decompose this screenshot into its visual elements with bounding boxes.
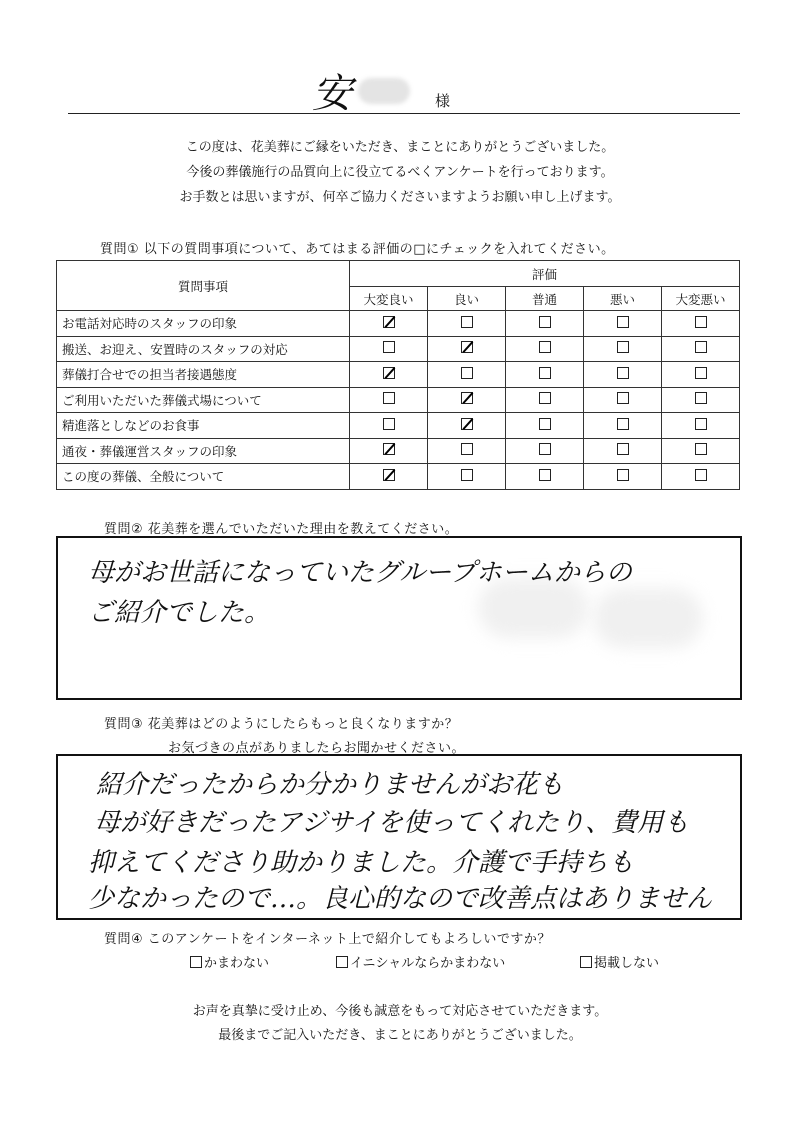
checkbox[interactable]	[695, 316, 707, 328]
table-row	[57, 413, 740, 439]
q3-answer-box[interactable]	[56, 754, 742, 920]
rating-cell	[662, 311, 740, 337]
rating-cell	[506, 413, 584, 439]
closing-line-1: お声を真摯に受け止め、今後も誠意をもって対応させていただきます。	[192, 1004, 608, 1019]
checked-checkbox[interactable]	[461, 418, 473, 430]
checkbox[interactable]	[695, 469, 707, 481]
checkbox[interactable]	[617, 418, 629, 430]
table-row	[57, 362, 740, 388]
q3-answer-line-4: 少なかったので…。良心的なので改善点はありません	[88, 884, 713, 914]
rating-cell	[506, 336, 584, 362]
rating-cell	[662, 464, 740, 490]
honorific: 様	[435, 92, 451, 110]
checkbox[interactable]	[539, 418, 551, 430]
q4-option-3[interactable]	[580, 952, 659, 971]
checkbox[interactable]	[539, 443, 551, 455]
q4-option-1[interactable]	[190, 952, 269, 971]
rating-cell	[428, 413, 506, 439]
rating-cell	[662, 438, 740, 464]
checkbox[interactable]	[461, 443, 473, 455]
rating-cell	[506, 464, 584, 490]
q4-prompt: 質問④ このアンケートをインターネット上で紹介してもよろしいですか？	[104, 932, 551, 947]
rating-cell	[506, 311, 584, 337]
checkbox[interactable]	[539, 392, 551, 404]
table-row	[57, 311, 740, 337]
checkbox-icon	[580, 956, 592, 968]
rating-cell	[428, 311, 506, 337]
checkbox-icon	[336, 956, 348, 968]
question-label: 葬儀打合せでの担当者接遇態度	[57, 362, 350, 388]
checkbox[interactable]	[617, 341, 629, 353]
question-label: ご利用いただいた葬儀式場について	[57, 387, 350, 413]
checkbox[interactable]	[539, 316, 551, 328]
q1-prompt: 質問① 以下の質問事項について、あてはまる評価の□にチェックを入れてください。	[100, 242, 615, 257]
checkbox[interactable]	[695, 392, 707, 404]
rating-cell	[584, 387, 662, 413]
question-label: 精進落としなどのお食事	[57, 413, 350, 439]
rating-cell	[662, 362, 740, 388]
rating-cell	[350, 438, 428, 464]
q2-answer-box[interactable]	[56, 536, 742, 700]
rating-cell	[428, 387, 506, 413]
rating-cell	[350, 464, 428, 490]
q3-answer-line-2: 母が好きだったアジサイを使ってくれたり、費用も	[94, 808, 690, 838]
checked-checkbox[interactable]	[383, 443, 395, 455]
checked-checkbox[interactable]	[383, 316, 395, 328]
q3-prompt: 質問③ 花美葬はどのようにしたらもっと良くなりますか？	[104, 717, 459, 732]
rating-cell	[428, 464, 506, 490]
checkbox[interactable]	[617, 443, 629, 455]
question-label: お電話対応時のスタッフの印象	[57, 311, 350, 337]
question-label: 搬送、お迎え、安置時のスタッフの対応	[57, 336, 350, 362]
rating-cell	[584, 464, 662, 490]
rating-cell	[584, 413, 662, 439]
rating-cell	[506, 438, 584, 464]
table-row	[57, 438, 740, 464]
checked-checkbox[interactable]	[383, 469, 395, 481]
q3-sub: お気づきの点がありましたらお聞かせください。	[168, 741, 466, 756]
table-row	[57, 336, 740, 362]
intro-line-1: この度は、花美葬にご縁をいただき、まことにありがとうございました。	[185, 140, 615, 155]
name-line	[68, 113, 740, 114]
checkbox[interactable]	[695, 443, 707, 455]
redaction-blur	[358, 78, 410, 104]
checkbox[interactable]	[383, 341, 395, 353]
checkbox[interactable]	[539, 367, 551, 379]
checked-checkbox[interactable]	[461, 341, 473, 353]
rating-cell	[662, 336, 740, 362]
checkbox[interactable]	[695, 418, 707, 430]
intro-line-3: お手数とは思いますが、何卒ご協力くださいますようお願い申し上げます。	[179, 190, 621, 205]
q3-answer-line-1: 紹介だったからか分かりませんがお花も	[96, 770, 565, 800]
rating-cell	[350, 362, 428, 388]
rating-cell	[506, 362, 584, 388]
q3-answer-line-3: 抑えてくださり助かりました。介護で手持ちも	[88, 848, 635, 878]
q4-option-2-label: イニシャルならかまわない	[350, 956, 506, 971]
checkbox-icon	[190, 956, 202, 968]
q2-answer-line-1: 母がお世話になっていたグループホームからの	[88, 558, 632, 588]
table-row	[57, 464, 740, 490]
q4-option-1-label: かまわない	[204, 956, 270, 971]
checkbox[interactable]	[617, 469, 629, 481]
rating-header: 大変悪い	[662, 287, 740, 311]
rating-header: 大変良い	[350, 287, 428, 311]
rating-cell	[662, 413, 740, 439]
rating-cell	[350, 336, 428, 362]
q2-prompt: 質問② 花美葬を選んでいただいた理由を教えてください。	[104, 522, 459, 537]
closing-line-2: 最後までご記入いただき、まことにありがとうございました。	[218, 1028, 582, 1043]
rating-table	[56, 260, 740, 490]
checkbox[interactable]	[383, 392, 395, 404]
checkbox[interactable]	[695, 341, 707, 353]
rating-header: 悪い	[584, 287, 662, 311]
col-header-item: 質問事項	[57, 261, 350, 311]
rating-cell	[584, 362, 662, 388]
checkbox[interactable]	[383, 418, 395, 430]
col-header-rating: 評価	[350, 261, 740, 287]
q2-answer-line-2: ご紹介でした。	[88, 598, 271, 628]
checkbox[interactable]	[617, 316, 629, 328]
rating-cell	[428, 336, 506, 362]
intro-line-2: 今後の葬儀施行の品質向上に役立てるべくアンケートを行っております。	[186, 165, 614, 180]
checkbox[interactable]	[617, 367, 629, 379]
rating-cell	[350, 413, 428, 439]
q4-option-2[interactable]	[336, 952, 505, 971]
checkbox[interactable]	[617, 392, 629, 404]
rating-cell	[506, 387, 584, 413]
question-label: 通夜・葬儀運営スタッフの印象	[57, 438, 350, 464]
checkbox[interactable]	[695, 367, 707, 379]
checked-checkbox[interactable]	[461, 392, 473, 404]
question-label: この度の葬儀、全般について	[57, 464, 350, 490]
rating-header: 普通	[506, 287, 584, 311]
checked-checkbox[interactable]	[383, 367, 395, 379]
checkbox[interactable]	[461, 367, 473, 379]
checkbox[interactable]	[461, 469, 473, 481]
handwritten-name: 安	[312, 71, 352, 117]
rating-cell	[584, 311, 662, 337]
rating-header: 良い	[428, 287, 506, 311]
rating-cell	[584, 438, 662, 464]
checkbox[interactable]	[461, 316, 473, 328]
checkbox[interactable]	[539, 341, 551, 353]
rating-cell	[584, 336, 662, 362]
rating-cell	[428, 362, 506, 388]
checkbox[interactable]	[539, 469, 551, 481]
table-row	[57, 387, 740, 413]
rating-cell	[428, 438, 506, 464]
rating-cell	[350, 311, 428, 337]
rating-cell	[662, 387, 740, 413]
rating-cell	[350, 387, 428, 413]
q4-option-3-label: 掲載しない	[594, 956, 660, 971]
